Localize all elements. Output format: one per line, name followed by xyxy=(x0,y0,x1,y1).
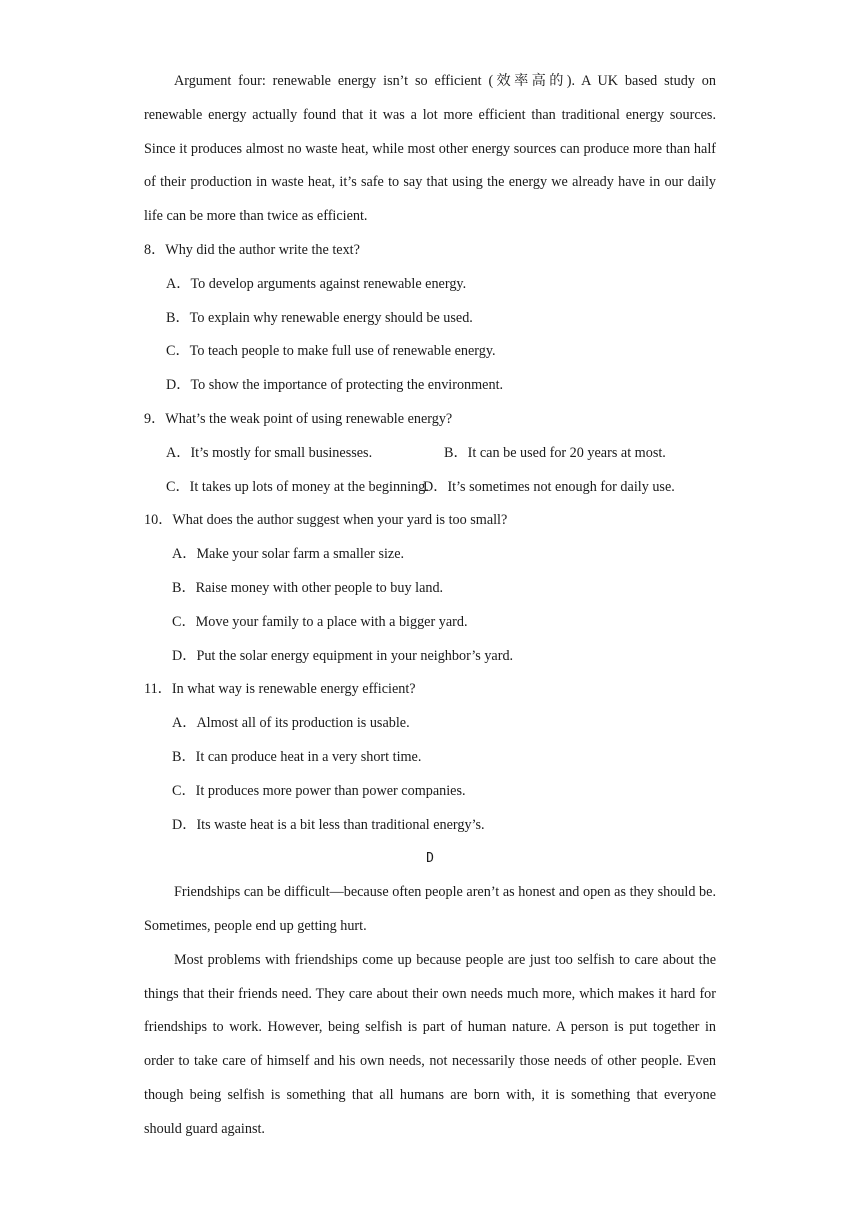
option-c[interactable] xyxy=(144,775,716,809)
option-c[interactable] xyxy=(166,479,429,495)
option-b[interactable] xyxy=(144,741,716,775)
option-text: Move your family to a place with a bigger yard. xyxy=(195,613,468,630)
question-10 xyxy=(144,504,716,673)
option-letter: C． xyxy=(172,782,196,799)
document-page xyxy=(144,65,716,1147)
question-stem xyxy=(144,673,716,707)
passage-d xyxy=(144,876,716,1146)
passage-c-ending xyxy=(144,65,716,234)
paragraph-1: Friendships can be difficult—because often people aren’t as honest and open as they should be. Sometimes, people end up getting hurt. xyxy=(144,884,716,934)
option-letter: A． xyxy=(166,275,191,292)
option-row-ab xyxy=(144,437,716,471)
option-text: To show the importance of protecting the environment. xyxy=(190,377,504,394)
option-a[interactable] xyxy=(144,268,716,302)
option-d[interactable] xyxy=(144,369,716,403)
option-d[interactable] xyxy=(144,640,716,674)
option-d[interactable] xyxy=(144,809,716,843)
question-number: 11． xyxy=(144,681,172,698)
option-b[interactable] xyxy=(144,302,716,336)
option-text: Make your solar farm a smaller size. xyxy=(196,546,405,563)
question-stem xyxy=(144,234,716,268)
option-text: Its waste heat is a bit less than traditional energy’s. xyxy=(196,816,485,833)
option-letter: C． xyxy=(166,343,190,360)
option-b[interactable] xyxy=(444,437,666,471)
option-letter: B． xyxy=(166,309,190,326)
option-letter: D． xyxy=(172,647,197,664)
paragraph-2: Most problems with friendships come up because people are just too selfish to care about the things that their friends need. They care about their own needs much more, which makes it hard for friendships to work. However, being selfish is part of human nature. A person is put together in order to take care of himself and his own needs, not necessarily those needs of other people. Even though being selfish is something that all humans are born with, it is something that everyone should guard against. xyxy=(144,951,716,1137)
option-letter: A． xyxy=(172,546,197,563)
option-text: It’s sometimes not enough for daily use. xyxy=(447,478,675,495)
option-b[interactable] xyxy=(144,572,716,606)
option-letter: B． xyxy=(172,748,196,765)
option-letter: D． xyxy=(423,478,448,495)
paragraph-argument-four: Argument four: renewable energy isn’t so efficient (效率高的). A UK based study on renewable energy actually found that it was a lot more efficient than traditional energy sources. Since it produces almost no waste heat, while most other energy sources can produce more than half of their production in waste heat, it’s safe to say that using the energy we already have in our daily life can be more than twice as efficient. xyxy=(144,73,716,225)
option-text: Almost all of its production is usable. xyxy=(196,715,410,732)
question-8 xyxy=(144,234,716,403)
question-number: 8． xyxy=(144,241,166,258)
option-row-cd xyxy=(144,471,716,505)
option-text: It can produce heat in a very short time. xyxy=(195,748,422,765)
option-text: To teach people to make full use of renewable energy. xyxy=(189,343,496,360)
question-9 xyxy=(144,403,716,504)
option-text: Raise money with other people to buy land. xyxy=(195,579,444,596)
option-a[interactable] xyxy=(144,538,716,572)
question-number: 10． xyxy=(144,512,173,529)
option-c[interactable] xyxy=(144,606,716,640)
option-text: It produces more power than power companies. xyxy=(195,782,466,799)
option-text: It can be used for 20 years at most. xyxy=(467,444,666,461)
option-text: To explain why renewable energy should be used. xyxy=(189,309,473,326)
option-a[interactable] xyxy=(144,707,716,741)
option-letter: D． xyxy=(166,377,191,394)
question-text: Why did the author write the text? xyxy=(165,241,360,258)
option-letter: B． xyxy=(172,579,196,596)
option-letter: B． xyxy=(444,444,468,461)
question-11 xyxy=(144,673,716,842)
passage-heading: D xyxy=(426,851,434,867)
option-c[interactable] xyxy=(144,335,716,369)
option-text: It’s mostly for small businesses. xyxy=(190,444,373,461)
option-text: To develop arguments against renewable energy. xyxy=(190,275,467,292)
option-letter: A． xyxy=(166,444,191,461)
question-stem xyxy=(144,403,716,437)
option-a[interactable] xyxy=(166,445,372,461)
option-letter: C． xyxy=(172,613,196,630)
question-text: What does the author suggest when your yard is too small? xyxy=(172,512,508,529)
option-text: Put the solar energy equipment in your neighbor’s yard. xyxy=(196,647,514,664)
option-letter: C． xyxy=(166,478,190,495)
question-text: In what way is renewable energy efficient? xyxy=(171,681,416,698)
option-text: It takes up lots of money at the beginning. xyxy=(189,478,429,495)
question-stem xyxy=(144,504,716,538)
option-letter: A． xyxy=(172,715,197,732)
question-number: 9． xyxy=(144,410,166,427)
question-text: What’s the weak point of using renewable energy? xyxy=(165,410,453,427)
option-d[interactable] xyxy=(423,471,675,505)
option-letter: D． xyxy=(172,816,197,833)
